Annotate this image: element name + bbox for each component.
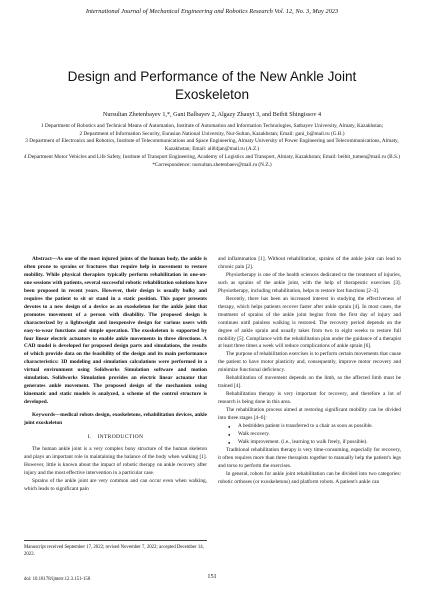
paragraph: Traditional rehabilitation therapy is very time-consuming, especially for recovery, it often requires more than three therapists together to manually help the patient's legs and torso to perform the exercises.	[218, 446, 401, 469]
doi: doi: 10.18178/ijmerr.12.3.151-158	[24, 577, 91, 582]
abstract: Abstract—As one of the most injured joints of the human body, the ankle is often prone to sprains or fractures that require help in movement to restore mobility. While physical therapists typically perform rehabilitation in one-on-one sessions with patients, several successful robotic rehabilitation solutions have been proposed in recent years. However, their design is usually bulky and requires the patient to sit or stand in a static position. This paper presents devotes to a new design of a device as an exoskeleton for the ankle joint that promotes movement of a person with disability. The proposed design is characterized by a lightweight and inexpensive design for various users with easy-to-wear functions and simple operation. The exoskeleton is supported by four linear electric actuators to enable ankle movements in three directions. A CAD model is developed for proposed design parts and simulations, the results of which provide data on the feasibility of the design and its main performance characteristics: 3D modeling and simulation calculations were performed in a virtual environment using Solidworks Simulation software and motion simulation. Solidworks Simulation provides an electric linear actuator that generates ankle movement. The proposed design of the mechanism using kinematic and static models is analyzed, a scheme of the control structure is developed.	[24, 256, 207, 406]
list-item: ● Walk recovery.	[238, 431, 401, 439]
paragraph: Rehabilitation of movement depends on the limb, so the affected limb must be trained [4].	[218, 375, 401, 390]
affiliations	[18, 123, 406, 169]
correspondence: *Correspondence: nursultan.zhetenbaev@mail.ru (N.Z.)	[152, 161, 272, 168]
affiliation-2: 2 Department of Information Security, Eurasian National University, Nur-Sultan, Kazakhstan; Email: gani_b@mail.ru (G.B.)	[79, 130, 345, 137]
paragraph: Physiotherapy is one of the health sciences dedicated to the treatment of injuries, such as sprains of the ankle joint, with the help of therapeutic exercises [3]. Physiotherapy, including rehabilitation, helps to restore lost functions [2–3].	[218, 271, 401, 294]
paper-title: Design and Performance of the New Ankle Joint Exoskeleton	[67, 69, 357, 102]
list-item: ● Walk improvement. (i.e., learning to walk freely, if possible).	[238, 439, 401, 447]
paragraph: Sprains of the ankle joint are very common and can occur even when walking, which leads to significant pain	[24, 477, 207, 492]
author-list: Nursultan Zhetenbayev 1,*, Gani Balbayev 2, Algazy Zhauyt 3, and Beibit Shingissov 4	[102, 111, 322, 118]
stage-list	[218, 423, 401, 447]
affiliation-4: 4 Department Motor Vehicles and Life Safety, Institute of Transport Engineering, Academy of Logistics and Transport, Almaty, Kazakhstan; Email: beibit_tumen@mail.ru (B.S.)	[23, 153, 401, 160]
page-number: 151	[207, 573, 217, 580]
paragraph: Recently, there has been an increased interest in studying the effectiveness of therapy, which helps patients recover faster after ankle sprain [4]. In most cases, the treatment of sprains of the ankle joint begins from the first day of injury and continues until painless walking is restored. The recovery period depends on the degree of ankle sprain and usually takes from two to eight weeks to restore full mobility [5]. Compliance with the rehabilitation plan under the guidance of a therapist at least three times a week will reduce complications of ankle sprain [6].	[218, 295, 401, 350]
paragraph: and inflammation [1]. Without rehabilitation, sprains of the ankle joint can lead to chronic pain [2].	[218, 256, 401, 270]
list-item: ● A bedridden patient is transferred to a chair as soon as possible.	[238, 423, 401, 431]
keywords: Keywords—medical robots design, exoskeletons, rehabilitation devices, ankle joint exoskeleton	[24, 412, 207, 427]
manuscript-footnote: Manuscript received September 17, 2022; revised November 7, 2022; accepted December 14, 2022.	[24, 540, 207, 558]
paragraph: In general, robots for ankle joint rehabilitation can be divided into two categories: robotic orthoses (or exoskeletons) and platform robots. A patient's ankle can	[218, 470, 401, 485]
journal-header: International Journal of Mechanical Engineering and Robotics Research Vol. 12, No. 3, May 2023	[85, 8, 339, 15]
paragraph: The purpose of rehabilitation exercises is to perform certain movements that cause the patient to have motor plasticity and, consequently, improve motor recovery and minimize functional deficiency.	[218, 351, 401, 374]
left-column	[24, 256, 207, 494]
affiliation-3: 3 Department of Electronics and Robotics, Institute of Telecommunications and Space Engineering, Almaty University of Power Engineering and Telecommunications, Almaty, Kazakhstan; Email: ali84jan@mail.ru (A.Z.)	[25, 138, 399, 153]
paragraph: Rehabilitation therapy is very important for recovery, and therefore a lot of research is being done in this area.	[218, 391, 401, 406]
paragraph: The human ankle joint is a very complex bony structure of the human skeleton and plays an important role in maintaining the balance of the body when walking [1]. However, little is known about the impact of robotic therapy on ankle recovery after injury and the most effective intervention in a particular case.	[24, 445, 207, 476]
right-column	[218, 256, 401, 487]
paragraph: The rehabilitation process aimed at restoring significant mobility can be divided into three stages [4–6]:	[218, 407, 401, 422]
section-heading-introduction: I. INTRODUCTION	[87, 434, 144, 441]
affiliation-1: 1 Department of Robotics and Technical Means of Automation, Institute of Automation and Information Technologies, Satbayev University, Almaty, Kazakhstan;	[40, 123, 384, 129]
